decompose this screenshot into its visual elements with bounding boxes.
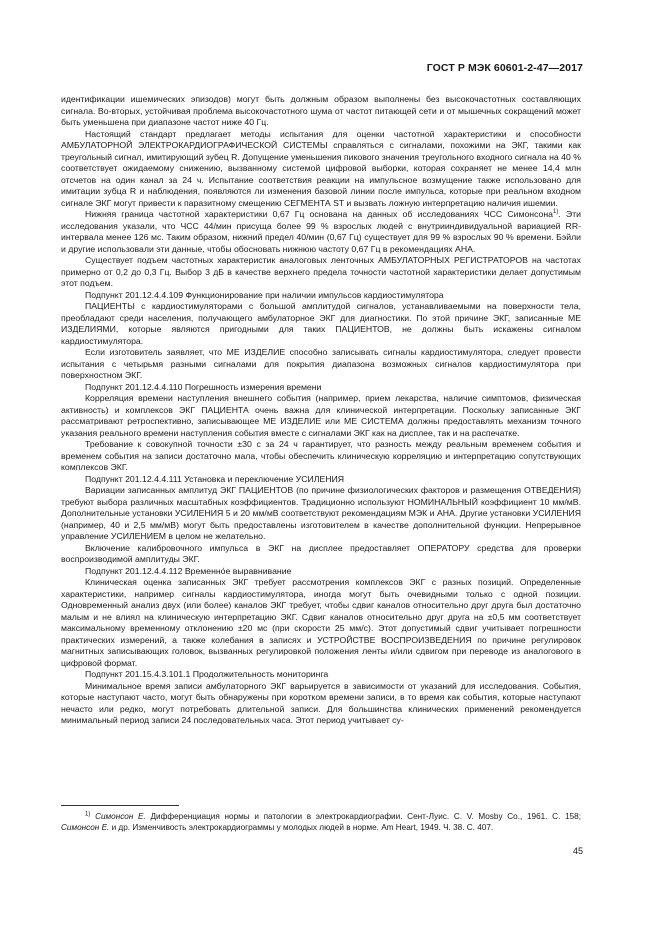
- paragraph-tail: . Эти исследования указали, что ЧСС 44/мин присуща более 99 % взрослых людей с внутрииндивидуальной вариацией RR-интервала менее 126 мс. Таким образом, нижний предел 40/мин (0,67 Гц) существует для 99 % взрослых 90 % времени. Бэйли и другие использовали эти данные, чтобы обосновать нижнюю частоту 0,67 Гц в рекомендациях АНА.: [61, 209, 581, 254]
- footnote-text: Дифференциация нормы и патологии в электрокардиографии. Сент-Луис. С. V. Mosby Co., 1961. С. 158;: [145, 812, 581, 821]
- paragraph: Клиническая оценка записанных ЭКГ требует рассмотрения комплексов ЭКГ с разных позиций. Определенные характеристики, например сигналы кардиостимулятора, иногда могут быть очевидными только с одной позиции. Одновременный анализ двух (или более) каналов ЭКГ требует, чтобы сдвиг каналов относительно друг друга был достаточно малым и не влиял на клиническую интерпретацию ЭКГ. Сдвиг каналов относительно друг друга на ±0,5 мм соответствует максимальному временному отклонению ±20 мс (при скорости 25 мм/с). Этот допустимый сдвиг учитывает погрешности практических измерений, а также колебания в записях и УСТРОЙСТВЕ ВОСПРОИЗВЕДЕНИЯ по причине регулировок магнитных записывающих головок, вызванных регулировкой положения ленты и/или сдвигом при переводе из аналогового в цифровой формат.: [61, 577, 581, 668]
- paragraph: Настоящий стандарт предлагает методы испытания для оценки частотной характеристики и способности АМБУЛАТОРНОЙ ЭЛЕКТРОКАРДИОГРАФИЧЕСКОЙ СИСТЕМЫ справляться с сигналами, похожими на ЭКГ, такими как треугольный сигнал, имитирующий зубец R. Допущение уменьшения пикового значения треугольного входного сигнала на 40 % соответствует ожидаемому снижению, вызванному системой цифровой выборки, которая сохраняет не менее 14,4 млн отсчетов на один канал за 24 ч. Испытание соответствия реакции на импульсное возмущение также использовано для имитации зубца R и наблюдения, появляются ли изменения базовой линии после импульса, которые при реальном входном сигнале ЭКГ могут привести к паразитному смещению СЕГМЕНТА ST и вызвать ложную интерпретацию наличия ишемии.: [61, 128, 581, 208]
- footnote-text: и др. Изменчивость электрокардиограммы у молодых людей в норме. Am Heart, 1949. Ч. 38. С. 407.: [109, 823, 494, 833]
- document-body: [61, 94, 581, 727]
- paragraph-text: Нижняя граница частотной характеристики 0,67 Гц основана на данных об исследованиях ЧСС Симонсона: [85, 209, 553, 219]
- subclause-heading: Подпункт 201.12.4.4.109 Функционирование при наличии импульсов кардиостимулятора: [85, 289, 444, 300]
- paragraph: идентификации ишемических эпизодов) могут быть должным образом выполнены без высокочастотных составляющих сигнала. Во-вторых, устойчивая проблема высокочастотного шума от частот питающей сети и от мышечных сокращений может быть уменьшена при диапазоне частот ниже 40 Гц.: [61, 94, 581, 127]
- paragraph: Минимальное время записи амбулаторного ЭКГ варьируется в зависимости от указаний для исследования. События, которые наступают часто, могут быть обнаружены при коротком времени записи, в то время как события, которые наступают нечасто или редко, могут потребовать длительной записи. Для большинства клинических применений рекомендуется минимальный период записи 24 последовательных часа. Этот период учитывает су-: [61, 680, 581, 725]
- footnote: [61, 811, 581, 833]
- paragraph: Корреляция времени наступления внешнего события (например, прием лекарства, наличие симптомов, физическая активность) и комплексов ЭКГ ПАЦИЕНТА очень важна для клинической интерпретации. Поскольку записанные ЭКГ рассматривают ретроспективно, записывающее МЕ ИЗДЕЛИЕ или МЕ СИСТЕМА должны предоставлять механизм точного указания реального времени наступления события вместе с сигналами ЭКГ как на дисплее, так и на распечатке.: [61, 393, 581, 438]
- footnote-divider: [61, 805, 179, 806]
- paragraph: Существует подъем частотных характеристик аналоговых ленточных АМБУЛАТОРНЫХ РЕГИСТРАТОРОВ на частотах примерно от 0,2 до 0,3 Гц. Выбор 3 дБ в качестве верхнего предела точности частотной характеристики делает допустимым этот подъем.: [61, 255, 581, 288]
- paragraph: ПАЦИЕНТЫ с кардиостимуляторами с большой амплитудой сигналов, устанавливаемыми на поверхности тела, преобладают среди населения, получающего амбулаторное ЭКГ для диагностики. По этой причине ЭКГ, записанные МЕ ИЗДЕЛИЯМИ, которые являются пригодными для таких ПАЦИЕНТОВ, не должны быть искажены сигналом кардиостимулятора.: [61, 301, 581, 346]
- standard-header: ГОСТ Р МЭК 60601-2-47—2017: [426, 62, 583, 74]
- paragraph: Требование к совокупной точности ±30 с за 24 ч гарантирует, что разность между реальным временем события и временем события на записи достаточно мала, чтобы обеспечить клиническую корреляцию и интерпретацию сопутствующих комплексов ЭКГ.: [61, 439, 581, 472]
- paragraph-with-footnote-ref: [61, 209, 581, 255]
- subclause-heading: Подпункт 201.15.4.3.101.1 Продолжительность мониторинга: [85, 669, 329, 679]
- footnote-author: Симонсон Е.: [95, 812, 146, 821]
- paragraph: Если изготовитель заявляет, что МЕ ИЗДЕЛИЕ способно записывать сигналы кардиостимулятора, следует провести испытания с четырьмя разными сигналами для покрытия диапазона возможных сигналов кардиостимулятора при поверхностном ЭКГ.: [61, 347, 581, 380]
- paragraph: Включение калибровочного импульса в ЭКГ на дисплее предоставляет ОПЕРАТОРУ средства для проверки воспроизводимой амплитуды ЭКГ.: [61, 542, 581, 564]
- subclause-heading: Подпункт 201.12.4.4.111 Установка и переключение УСИЛЕНИЯ: [85, 473, 344, 484]
- subclause-heading: Подпункт 201.12.4.4.112 Временно́е выравнивание: [85, 565, 292, 576]
- subclause-heading: Подпункт 201.12.4.4.110 Погрешность измерения времени: [85, 381, 322, 392]
- footnote-author: Симонсон Е.: [61, 823, 110, 833]
- page-number: 45: [572, 846, 583, 856]
- paragraph: Вариации записанных амплитуд ЭКГ ПАЦИЕНТОВ (по причине физиологических факторов и размещения ОТВЕДЕНИЯ) требуют выбора различных масштабных коэффициентов. Традиционно используют НОМИНАЛЬНЫЙ коэффициент 10 мм/мВ. Дополнительные установки УСИЛЕНИЯ 5 и 20 мм/мВ соответствуют рекомендациям МЭК и АНА. Другие установки УСИЛЕНИЯ (например, 40 и 2,5 мм/мВ) могут быть предоставлены изготовителем в качестве дополнительной функции. Непрерывное управление УСИЛЕНИЕМ в целом не желательно.: [61, 485, 581, 541]
- footnote-marker: 1): [85, 811, 91, 818]
- footnote-ref[interactable]: 1): [553, 209, 559, 216]
